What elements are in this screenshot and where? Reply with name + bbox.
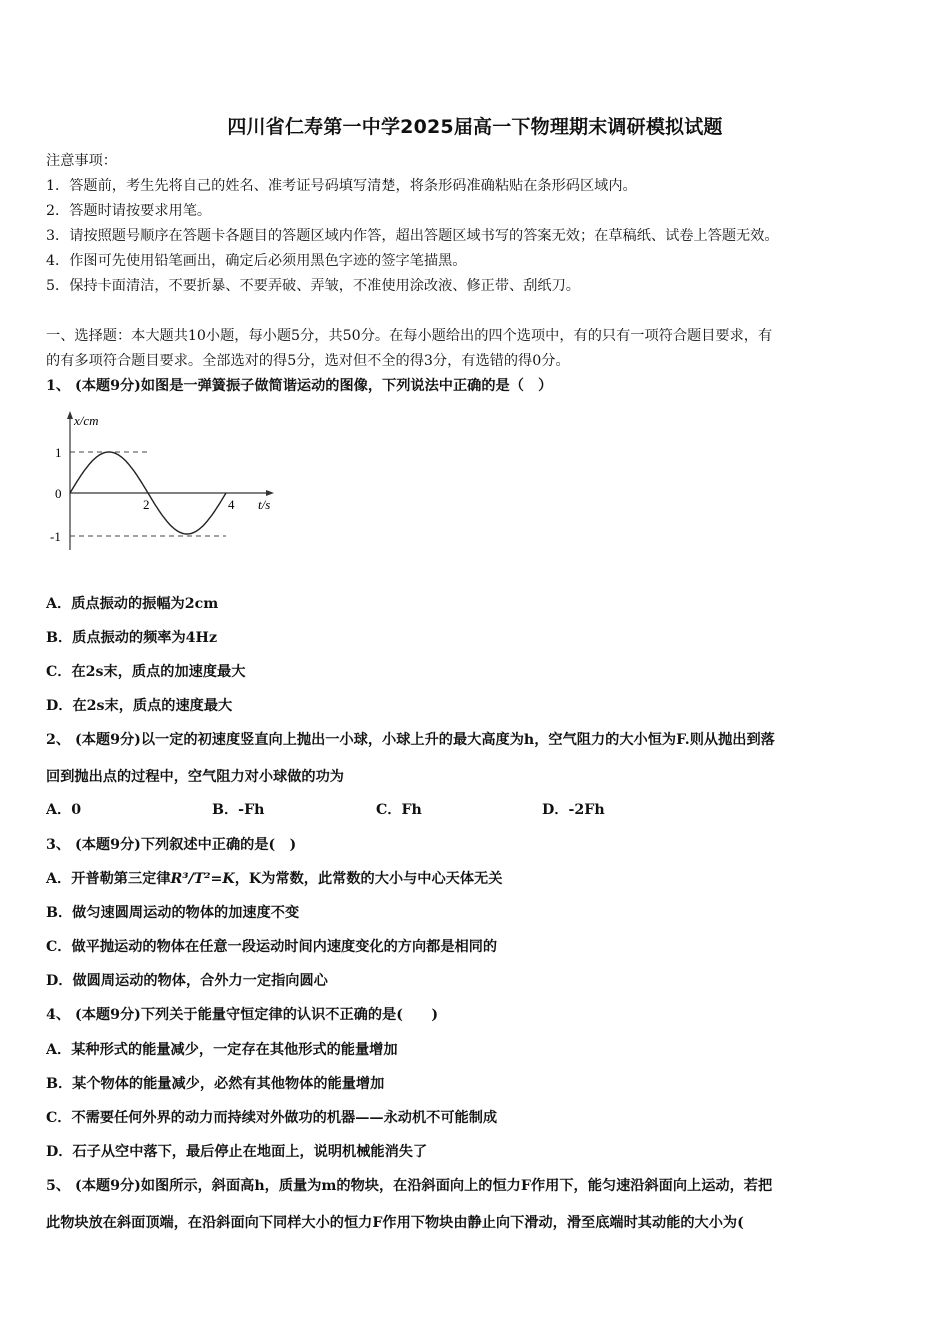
- q4-stem: 4、 (本题9分)下列关于能量守恒定律的认识不正确的是( ): [46, 1007, 439, 1023]
- q1-option-c: C．在2s末，质点的加速度最大: [46, 664, 246, 680]
- x-axis-label: t/s: [258, 497, 271, 512]
- y-tick-neg1: -1: [50, 529, 61, 544]
- section-intro-line1: 一、选择题：本大题共10小题，每小题5分，共50分。在每小题给出的四个选项中，有的只有一项符合题目要求，有: [46, 328, 773, 344]
- q3-option-a-suffix: ，K为常数，此常数的大小与中心天体无关: [234, 871, 503, 887]
- notice-item: 4．作图可先使用铅笔画出，确定后必须用黑色字迹的签字笔描黑。: [46, 253, 467, 269]
- y-axis-arrow: [67, 411, 73, 419]
- notice-item: 1．答题前，考生先将自己的姓名、准考证号码填写清楚，将条形码准确粘贴在条形码区域内。: [46, 178, 637, 194]
- q2-options: [46, 800, 906, 820]
- q3-formula: R³/T²=K: [170, 871, 235, 887]
- q3-option-a-prefix: A．开普勒第三定律: [46, 871, 171, 887]
- q3-option-b: B．做匀速圆周运动的物体的加速度不变: [46, 905, 300, 921]
- q3-option-c: C．做平抛运动的物体在任意一段运动时间内速度变化的方向都是相同的: [46, 939, 498, 955]
- x-axis-arrow: [266, 490, 274, 496]
- notice-item: 2．答题时请按要求用笔。: [46, 203, 212, 219]
- q3-option-d: D．做圆周运动的物体，合外力一定指向圆心: [46, 973, 328, 989]
- x-tick-2: 2: [143, 497, 150, 512]
- q1-shm-graph: [46, 405, 286, 555]
- y-axis-label: x/cm: [74, 413, 99, 428]
- notice-heading: 注意事项：: [46, 153, 117, 169]
- q3-option-a: [46, 869, 502, 889]
- page-title: 四川省仁寿第一中学2025届高一下物理期末调研模拟试题: [227, 116, 723, 138]
- q2-option-d: D．-2Fh: [542, 802, 605, 818]
- q2-option-c: C．Fh: [376, 802, 422, 818]
- q4-option-a: A．某种形式的能量减少，一定存在其他形式的能量增加: [46, 1042, 398, 1058]
- q4-option-b: B．某个物体的能量减少，必然有其他物体的能量增加: [46, 1076, 385, 1092]
- q4-option-d: D．石子从空中落下，最后停止在地面上，说明机械能消失了: [46, 1144, 428, 1160]
- y-tick-1: 1: [55, 445, 62, 460]
- x-tick-4: 4: [228, 497, 235, 512]
- y-tick-0: 0: [55, 486, 62, 501]
- section-intro-line2: 的有多项符合题目要求。全部选对的得5分，选对但不全的得3分，有选错的得0分。: [46, 353, 570, 369]
- notice-item: 3．请按照题号顺序在答题卡各题目的答题区域内作答，超出答题区域书写的答案无效；在草稿纸、试卷上答题无效。: [46, 228, 779, 244]
- q1-stem: 1、 (本题9分)如图是一弹簧振子做简谐运动的图像，下列说法中正确的是（ ）: [46, 378, 553, 394]
- q2-stem-line2: 回到抛出点的过程中，空气阻力对小球做的功为: [46, 769, 344, 785]
- q1-option-d: D．在2s末，质点的速度最大: [46, 698, 233, 714]
- q3-stem: 3、 (本题9分)下列叙述中正确的是( ): [46, 837, 297, 853]
- q2-option-a: A．0: [46, 802, 82, 818]
- q2-option-b: B．-Fh: [212, 802, 265, 818]
- q5-stem-line1: 5、 (本题9分)如图所示，斜面高h，质量为m的物块，在沿斜面向上的恒力F作用下，能匀速沿斜面向上运动，若把: [46, 1178, 773, 1194]
- q4-option-c: C．不需要任何外界的动力而持续对外做功的机器——永动机不可能制成: [46, 1110, 498, 1126]
- q2-stem-line1: 2、 (本题9分)以一定的初速度竖直向上抛出一小球，小球上升的最大高度为h，空气阻力的大小恒为F.则从抛出到落: [46, 732, 775, 748]
- q1-option-a: A．质点振动的振幅为2cm: [46, 596, 219, 612]
- q5-stem-line2: 此物块放在斜面顶端，在沿斜面向下同样大小的恒力F作用下物块由静止向下滑动，滑至底端时其动能的大小为(: [46, 1215, 744, 1231]
- q1-option-b: B．质点振动的频率为4Hz: [46, 630, 218, 646]
- notice-item: 5．保持卡面清洁，不要折暴、不要弄破、弄皱，不准使用涂改液、修正带、刮纸刀。: [46, 278, 580, 294]
